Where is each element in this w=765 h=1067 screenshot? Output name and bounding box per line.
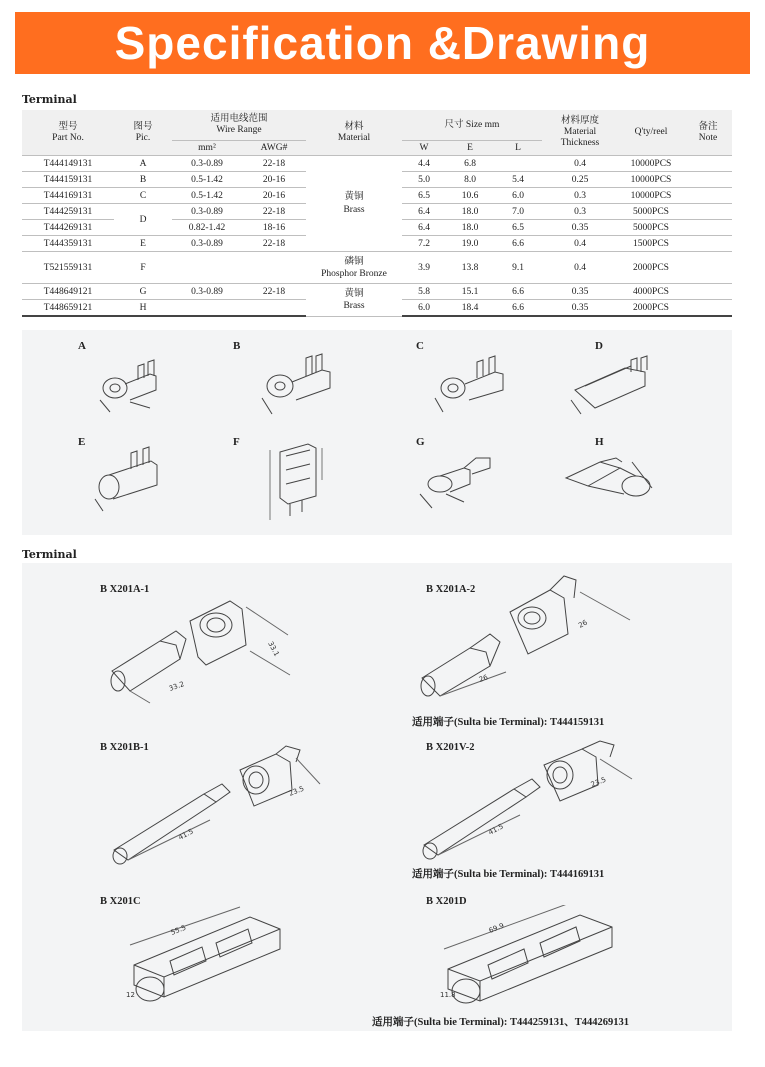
model-label-bx201d: B X201D <box>426 896 467 907</box>
terminal-g-drawing <box>410 448 510 518</box>
header-material: 材料 Material <box>306 110 402 156</box>
material-brass: 黄铜 Brass <box>306 156 402 252</box>
picture-label-d: D <box>595 340 603 352</box>
header-awg: AWG# <box>242 141 306 156</box>
svg-text:26: 26 <box>477 673 490 684</box>
model-label-bx201b-1: B X201B-1 <box>100 742 149 753</box>
picture-label-e: E <box>78 436 86 448</box>
header-qty: Q'ty/reel <box>618 110 684 156</box>
drawing-bx201c <box>120 905 310 1010</box>
page-title-banner: Specification &Drawing <box>15 12 750 74</box>
specification-table <box>22 110 732 317</box>
table-row: T444159131 B 0.5-1.42 20-16 5.0 8.0 5.4 0.25 10000PCS <box>22 172 732 188</box>
table-row: T444269131 0.82-1.42 18-16 6.4 18.0 6.5 0.35 5000PCS <box>22 220 732 236</box>
svg-text:33.1: 33.1 <box>266 640 281 658</box>
model-label-bx201a-1: B X201A-1 <box>100 584 150 595</box>
material-phosphor: 磷铜 Phosphor Bronze <box>306 252 402 284</box>
picture-label-g: G <box>416 436 425 448</box>
header-pic: 图号 Pic. <box>114 110 172 156</box>
model-label-bx201c: B X201C <box>100 896 141 907</box>
svg-text:33.2: 33.2 <box>167 680 186 693</box>
table-row: T444359131 E 0.3-0.89 22-18 7.2 19.0 6.6 0.4 1500PCS <box>22 236 732 252</box>
table-row: T448659121 H 6.0 18.4 6.6 0.35 2000PCS <box>22 300 732 317</box>
picture-label-a: A <box>78 340 86 352</box>
table-row: T444169131 C 0.5-1.42 20-16 6.5 10.6 6.0 0.3 10000PCS <box>22 188 732 204</box>
header-size: 尺寸 Size mm <box>402 110 542 141</box>
terminal-e-drawing <box>85 445 185 517</box>
svg-text:11.8: 11.8 <box>440 991 456 999</box>
note-suitable-terminal-1: 适用端子(Sulta bie Terminal): T444159131 <box>412 717 605 728</box>
drawing-bx201b-1 <box>100 740 330 865</box>
terminal-b-drawing <box>250 348 350 420</box>
model-label-bx201v-2: B X201V-2 <box>426 742 475 753</box>
svg-text:41.5: 41.5 <box>487 822 505 837</box>
svg-text:55.5: 55.5 <box>169 923 188 937</box>
header-e: E <box>446 141 494 156</box>
header-wire-range: 适用电线范围 Wire Range <box>172 110 306 141</box>
material-brass-2: 黄铜 Brass <box>306 284 402 317</box>
header-l: L <box>494 141 542 156</box>
picture-label-c: C <box>416 340 424 352</box>
svg-text:23.5: 23.5 <box>589 775 608 789</box>
header-w: W <box>402 141 446 156</box>
terminal-f-drawing <box>250 440 350 525</box>
svg-text:12: 12 <box>126 991 135 999</box>
terminal-a-drawing <box>90 350 180 420</box>
picture-label-h: H <box>595 436 604 448</box>
table-row: T521559131 F 磷铜 Phosphor Bronze 3.9 13.8 9.1 0.4 2000PCS <box>22 252 732 284</box>
table-row: T444149131 A 0.3-0.89 22-18 黄铜 Brass 4.4 6.8 0.4 10000PCS <box>22 156 732 172</box>
table-row: T448649121 G 0.3-0.89 22-18 黄铜 Brass 5.8 15.1 6.6 0.35 4000PCS <box>22 284 732 300</box>
header-thickness: 材料厚度 Material Thickness <box>542 110 618 156</box>
model-label-bx201a-2: B X201A-2 <box>426 584 476 595</box>
picture-label-f: F <box>233 436 240 448</box>
drawing-bx201v-2 <box>410 735 640 860</box>
note-suitable-terminal-3: 适用端子(Sulta bie Terminal): T444259131、T444269131 <box>372 1017 629 1028</box>
header-note: 备注 Note <box>684 110 732 156</box>
table-row: T444259131 D 0.3-0.89 22-18 6.4 18.0 7.0 0.3 5000PCS <box>22 204 732 220</box>
svg-text:41.5: 41.5 <box>177 827 195 842</box>
note-suitable-terminal-2: 适用端子(Sulta bie Terminal): T444169131 <box>412 869 605 880</box>
drawing-bx201d <box>430 905 630 1010</box>
terminal-d-drawing <box>565 350 675 420</box>
drawing-bx201a-1 <box>100 595 320 705</box>
header-part-no: 型号 Part No. <box>22 110 114 156</box>
picture-label-b: B <box>233 340 241 352</box>
drawing-bx201a-2 <box>410 572 640 702</box>
svg-text:23.5: 23.5 <box>287 784 306 798</box>
section-title-terminal-2: Terminal <box>22 548 77 561</box>
terminal-h-drawing <box>560 448 670 518</box>
svg-text:26: 26 <box>577 618 589 630</box>
terminal-c-drawing <box>425 348 525 420</box>
svg-text:69.9: 69.9 <box>487 921 506 935</box>
header-mm2: mm² <box>172 141 242 156</box>
section-title-terminal: Terminal <box>22 93 77 106</box>
